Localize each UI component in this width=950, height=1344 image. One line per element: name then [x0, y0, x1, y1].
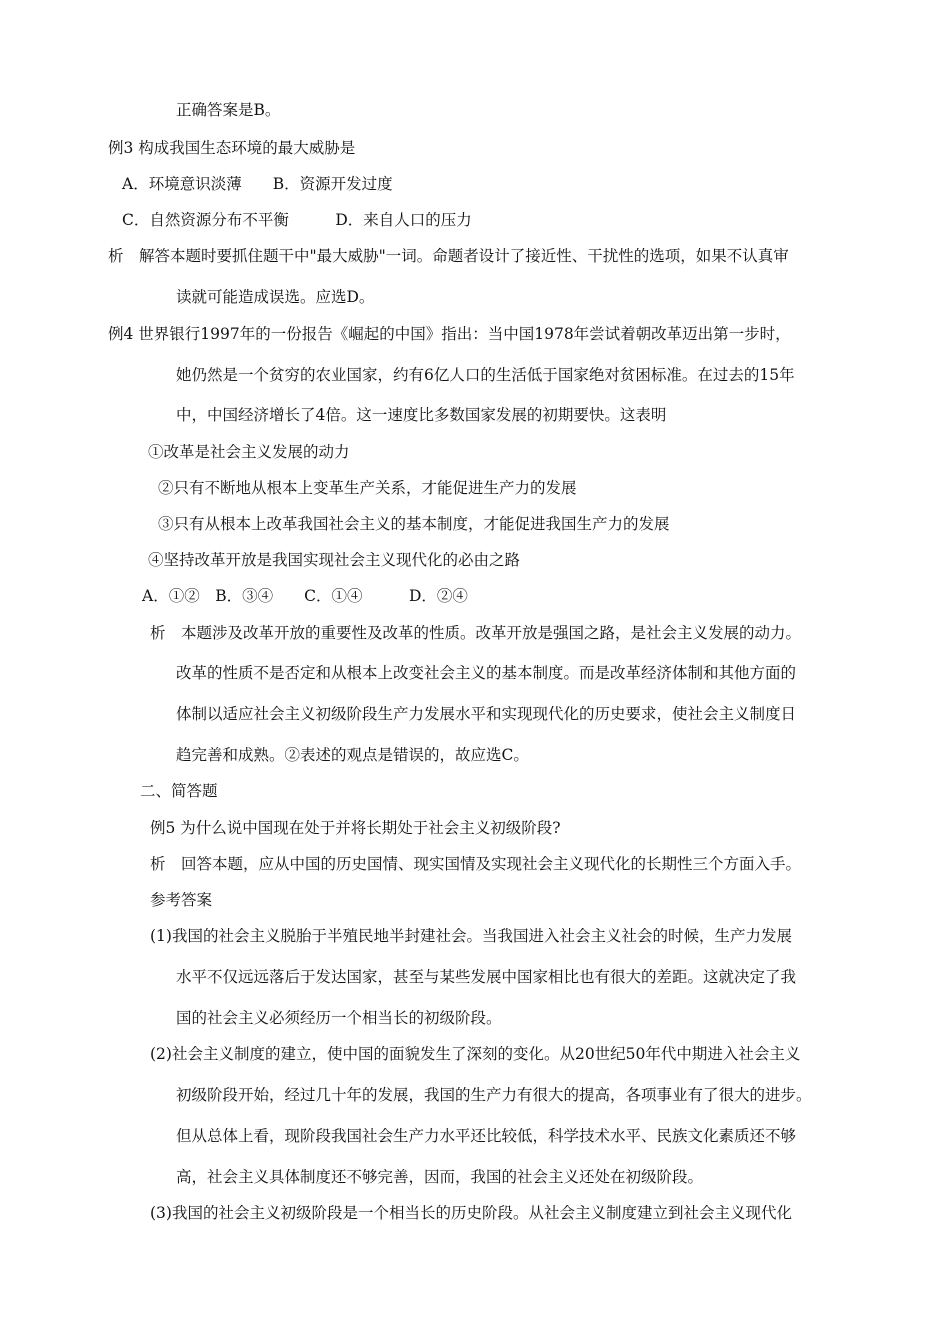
example-5-analysis: 析 回答本题，应从中国的历史国情、现实国情及实现社会主义现代化的长期性三个方面入手。 [150, 855, 802, 873]
answer-point-2-line-3: 但从总体上看，现阶段我国社会生产力水平还比较低，科学技术水平、民族文化素质还不够 [176, 1127, 797, 1145]
answer-point-2-line-1: (2)社会主义制度的建立，使中国的面貌发生了深刻的变化。从20世纪50年代中期进入社会主义 [150, 1045, 801, 1063]
example-4-analysis-line-2: 改革的性质不是否定和从根本上改变社会主义的基本制度。而是改革经济体制和其他方面的 [176, 664, 797, 682]
answer-point-3-line-1: (3)我国的社会主义初级阶段是一个相当长的历史阶段。从社会主义制度建立到社会主义现代化 [150, 1204, 792, 1222]
reference-answer-heading: 参考答案 [150, 891, 213, 909]
example-4-statement-2: ②只有不断地从根本上变革生产关系，才能促进生产力的发展 [158, 479, 577, 497]
example-4-statement-3: ③只有从根本上改革我国社会主义的基本制度，才能促进我国生产力的发展 [158, 515, 670, 533]
answer-point-1-line-3: 国的社会主义必须经历一个相当长的初级阶段。 [176, 1009, 502, 1027]
example-4-question-line-2: 她仍然是一个贫穷的农业国家，约有6亿人口的生活低于国家绝对贫困标准。在过去的15年 [176, 366, 795, 384]
example-3-question: 例3 构成我国生态环境的最大威胁是 [108, 139, 356, 157]
example-3-options-cd: C．自然资源分布不平衡 D．来自人口的压力 [122, 211, 472, 229]
example-5-question: 例5 为什么说中国现在处于并将长期处于社会主义初级阶段? [150, 819, 561, 837]
answer-point-2-line-4: 高，社会主义具体制度还不够完善，因而，我国的社会主义还处在初级阶段。 [176, 1168, 704, 1186]
example-4-question-line-3: 中，中国经济增长了4倍。这一速度比多数国家发展的初期要快。这表明 [176, 406, 667, 424]
example-4-analysis-line-3: 体制以适应社会主义初级阶段生产力发展水平和实现现代化的历史要求，使社会主义制度日 [176, 705, 797, 723]
answer-line: 正确答案是B。 [176, 101, 281, 119]
example-4-statement-4: ④坚持改革开放是我国实现社会主义现代化的必由之路 [148, 551, 521, 569]
example-3-analysis-line-1: 析 解答本题时要抓住题干中"最大威胁"一词。命题者设计了接近性、干扰性的选项，如果不认真审 [108, 247, 789, 265]
example-4-statement-1: ①改革是社会主义发展的动力 [148, 443, 350, 461]
example-3-analysis-line-2: 读就可能造成误选。应选D。 [176, 288, 375, 306]
section-heading: 二、简答题 [140, 782, 218, 800]
example-4-analysis-line-4: 趋完善和成熟。②表述的观点是错误的，故应选C。 [176, 746, 529, 764]
answer-point-1-line-2: 水平不仅远远落后于发达国家，甚至与某些发展中国家相比也有很大的差距。这就决定了我 [176, 968, 797, 986]
example-4-question-line-1: 例4 世界银行1997年的一份报告《崛起的中国》指出：当中国1978年尝试着朝改革迈出第一步时， [108, 325, 791, 343]
answer-point-1-line-1: (1)我国的社会主义脱胎于半殖民地半封建社会。当我国进入社会主义社会的时候，生产力发展 [150, 927, 792, 945]
example-4-options: A．①② B．③④ C．①④ D．②④ [142, 587, 468, 605]
example-4-analysis-line-1: 析 本题涉及改革开放的重要性及改革的性质。改革开放是强国之路，是社会主义发展的动力。 [150, 624, 802, 642]
answer-point-2-line-2: 初级阶段开始，经过几十年的发展，我国的生产力有很大的提高，各项事业有了很大的进步。 [176, 1086, 812, 1104]
example-3-options-ab: A．环境意识淡薄 B．资源开发过度 [122, 175, 393, 193]
